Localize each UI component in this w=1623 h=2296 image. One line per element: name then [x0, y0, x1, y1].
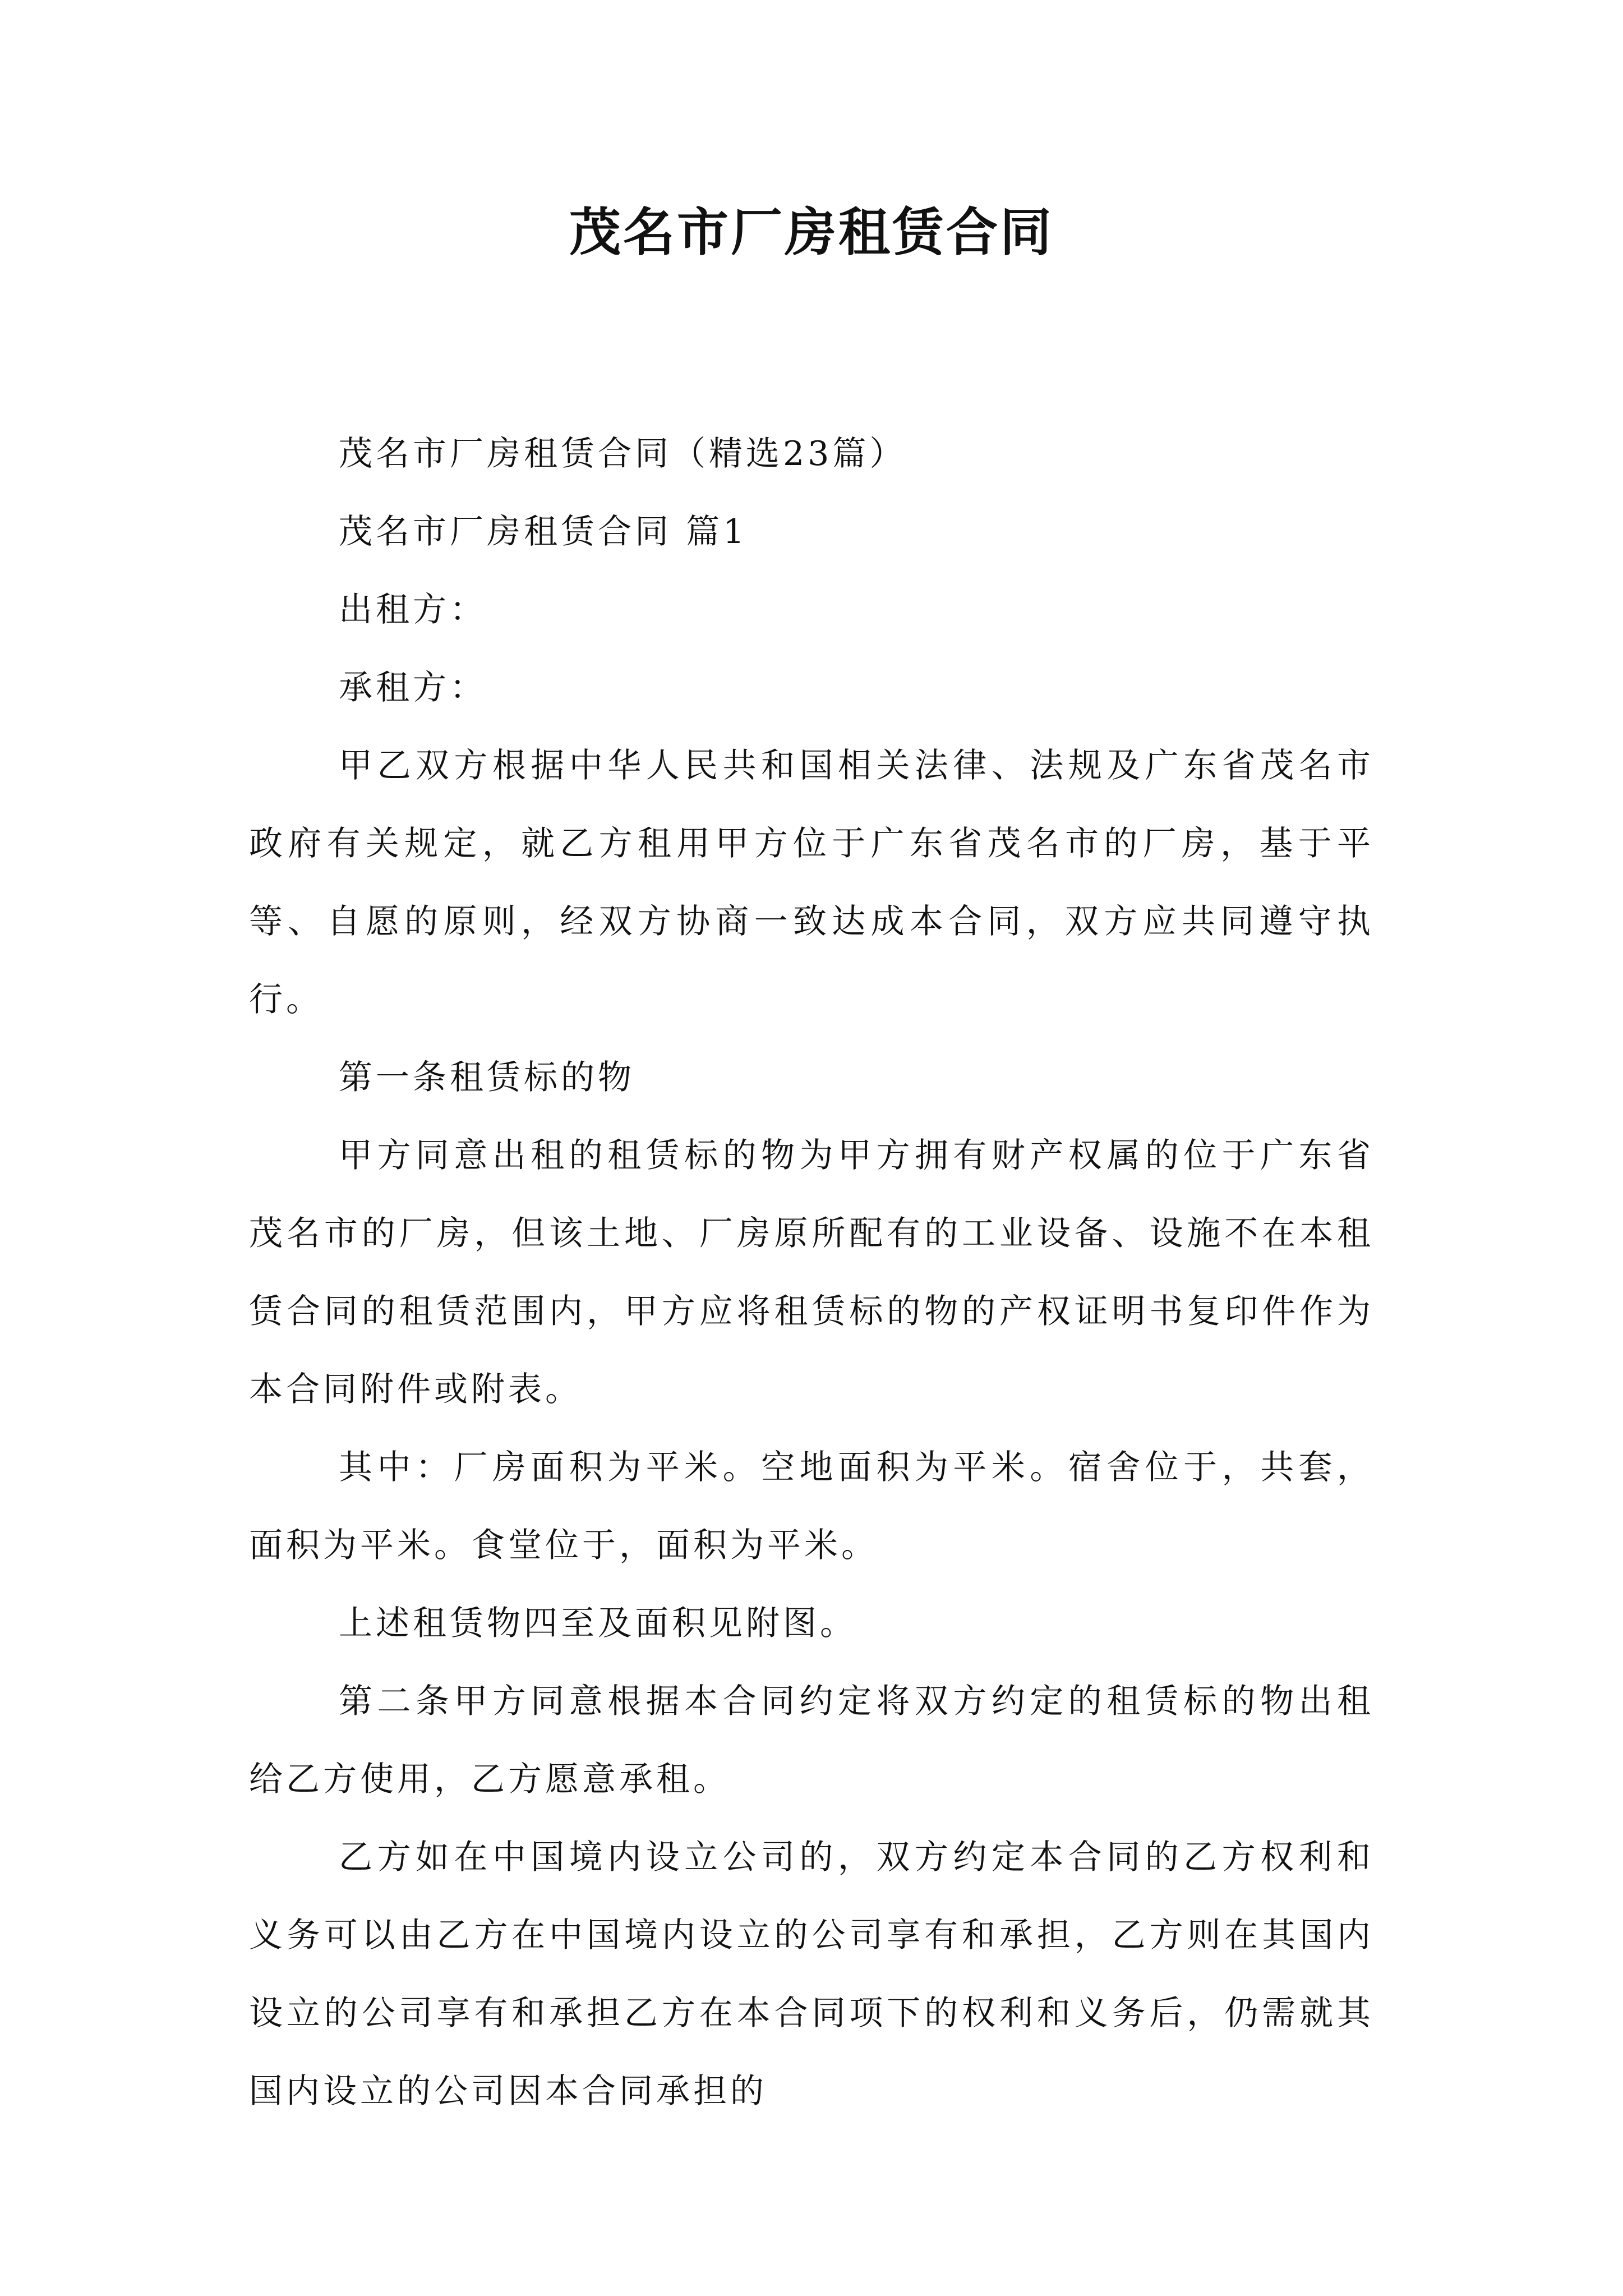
paragraph-article-1-body: 甲方同意出租的租赁标的物为甲方拥有财产权属的位于广东省茂名市的厂房，但该土地、厂房原所配有的工业设备、设施不在本租赁合同的租赁范围内，甲方应将租赁标的物的产权证明书复印件作为本合同附件或附表。: [249, 1136, 1374, 1409]
document-title: 茂名市厂房租赁合同: [569, 203, 1054, 263]
paragraph-section-heading: 茂名市厂房租赁合同 篇1: [339, 512, 748, 551]
paragraph-preamble: 甲乙双方根据中华人民共和国相关法律、法规及广东省茂名市政府有关规定，就乙方租用甲方位于广东省茂名市的厂房，基于平等、自愿的原则，经双方协商一致达成本合同，双方应共同遵守执行。: [249, 746, 1374, 1019]
paragraph-subtitle: 茂名市厂房租赁合同（精选23篇）: [339, 434, 907, 473]
paragraph-article-2: 第二条甲方同意根据本合同约定将双方约定的租赁标的物出租给乙方使用，乙方愿意承租。: [249, 1682, 1374, 1799]
document-body: [249, 415, 1374, 2131]
paragraph-article-1-heading: 第一条租赁标的物: [339, 1058, 635, 1097]
paragraph-lessor: 出租方：: [339, 590, 487, 629]
paragraph-company-clause: 乙方如在中国境内设立公司的，双方约定本合同的乙方权利和义务可以由乙方在中国境内设立的公司享有和承担，乙方则在其国内设立的公司享有和承担乙方在本合同项下的权利和义务后，仍需就其国内设立的公司因本合同承担的: [249, 1838, 1374, 2111]
paragraph-area-details: 其中：厂房面积为平米。空地面积为平米。宿舍位于，共套，面积为平米。食堂位于，面积为平米。: [249, 1448, 1374, 1565]
paragraph-lessee: 承租方：: [339, 668, 487, 707]
paragraph-area-map: 上述租赁物四至及面积见附图。: [339, 1604, 857, 1643]
